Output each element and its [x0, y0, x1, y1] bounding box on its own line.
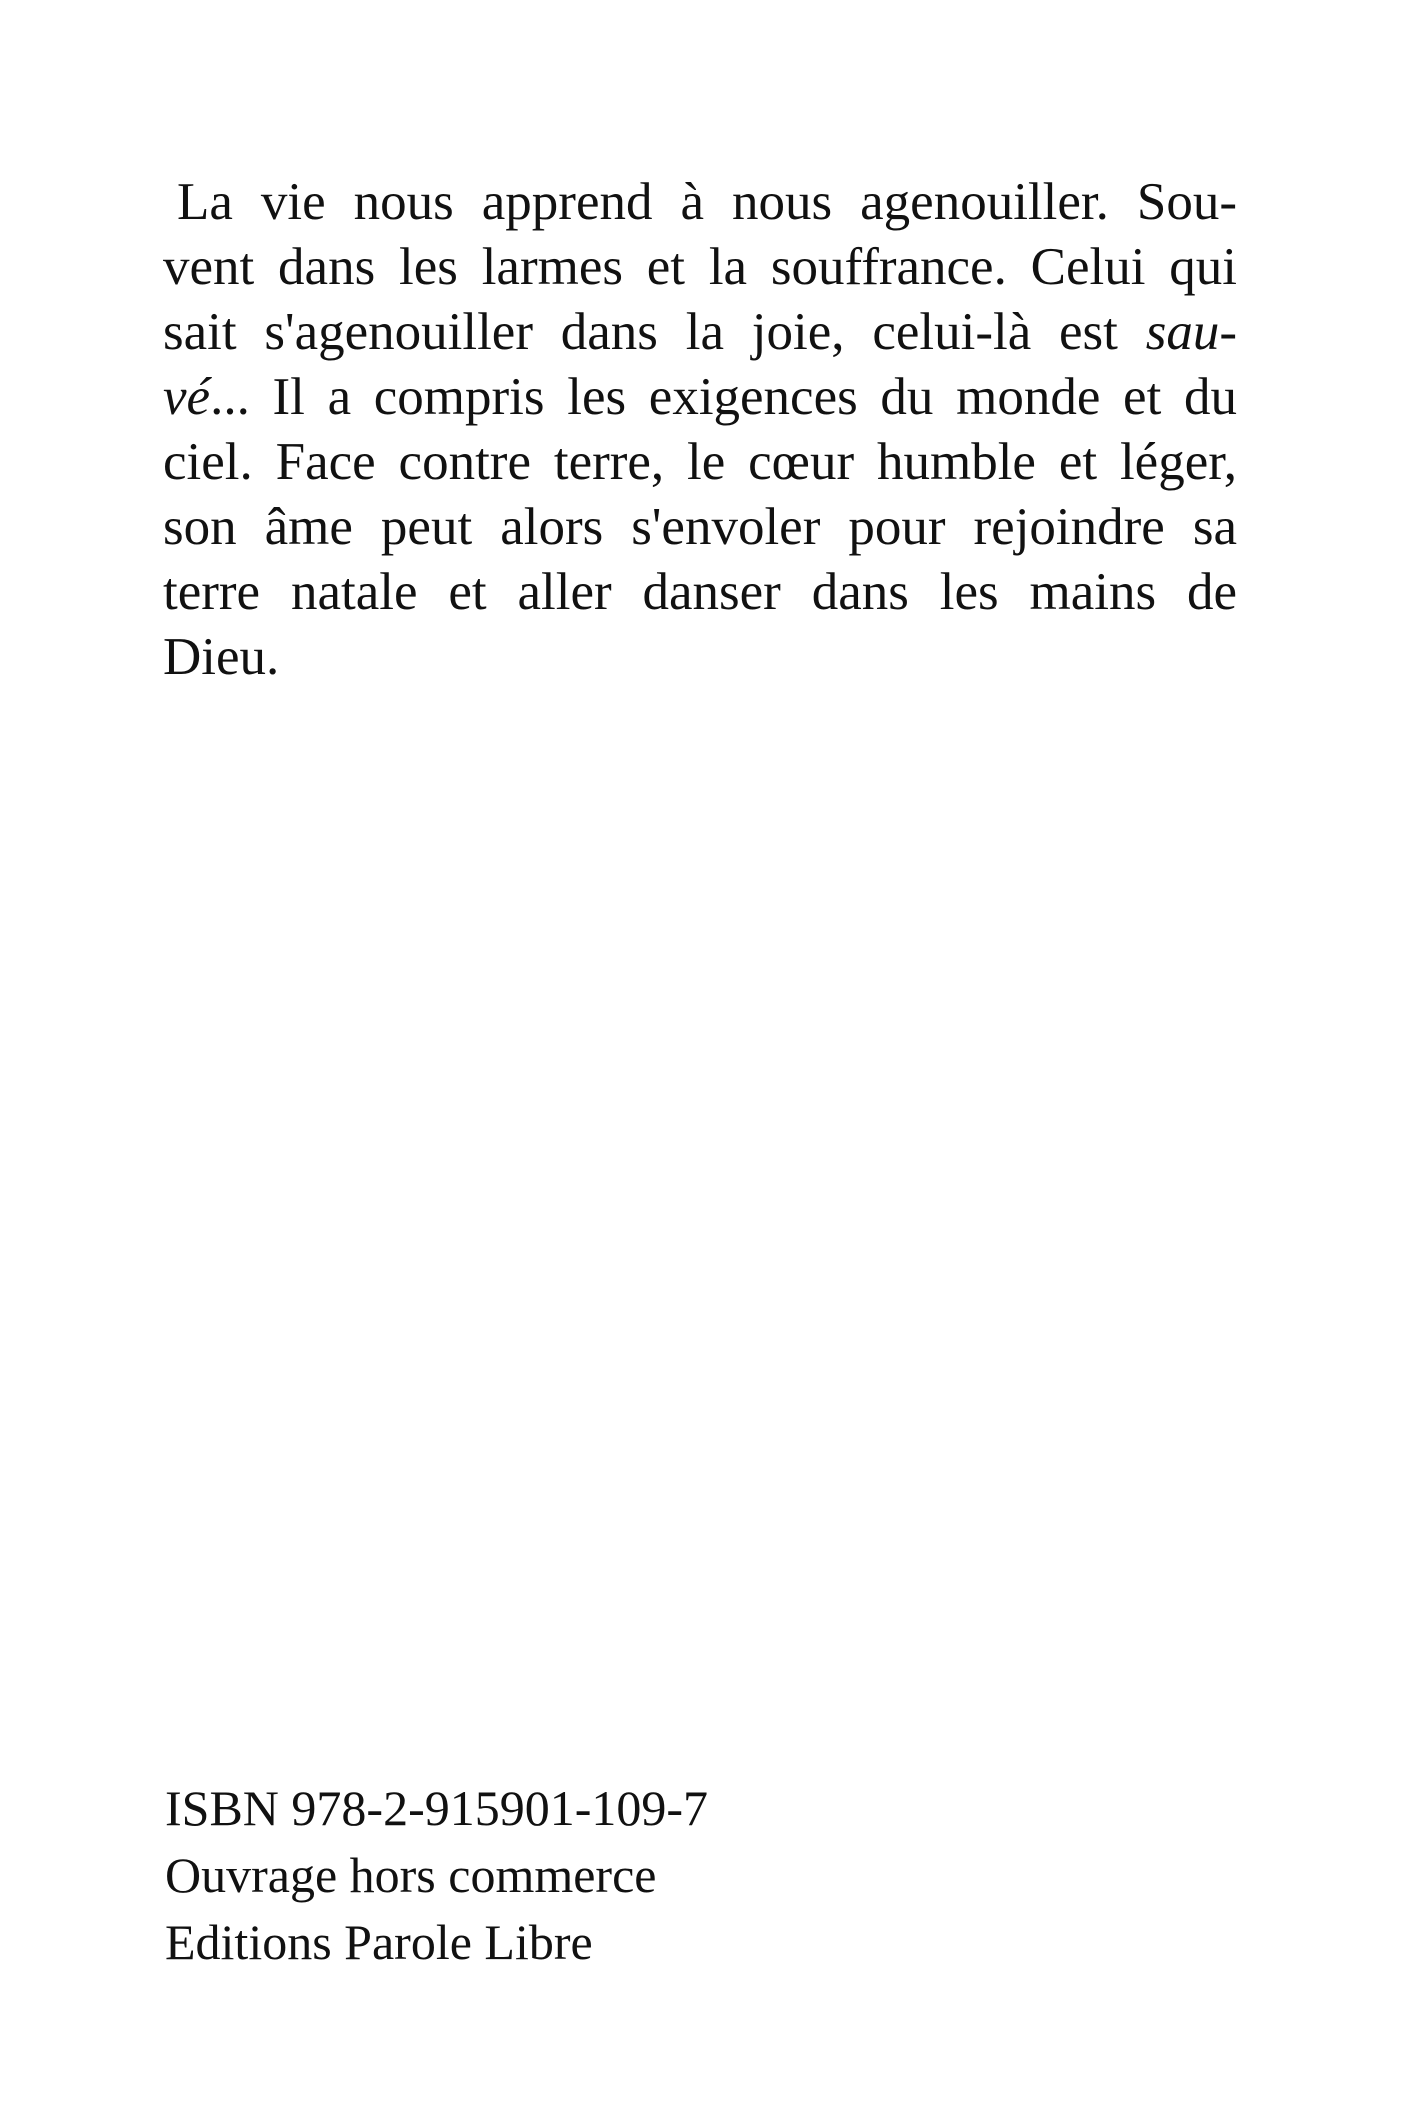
paragraph-line-3-text: sait s'agenouiller dans la joie, celui-là est [163, 303, 1146, 361]
colophon [165, 1775, 708, 1976]
body-paragraph [163, 170, 1237, 690]
paragraph-line-1: La vie nous apprend à nous agenouiller. Sou- [177, 173, 1237, 231]
paragraph-line-3 [163, 300, 1237, 365]
paragraph-line-4 [163, 365, 1237, 430]
paragraph-line-4-text: ... Il a compris les exigences du monde et du [210, 368, 1237, 426]
publisher-name: Editions Parole Libre [165, 1914, 593, 1970]
italic-word-ve: vé [163, 368, 211, 426]
italic-word-sau: sau- [1145, 303, 1237, 361]
paragraph-line-8: Dieu. [163, 628, 280, 686]
isbn-line: ISBN 978-2-915901-109-7 [165, 1780, 709, 1836]
paragraph-line-7: terre natale et aller danser dans les mains de [163, 563, 1237, 621]
paragraph-line-2: vent dans les larmes et la souffrance. Celui qui [163, 238, 1237, 296]
commerce-note: Ouvrage hors commerce [165, 1847, 657, 1903]
paragraph-line-6: son âme peut alors s'envoler pour rejoindre sa [163, 498, 1237, 556]
paragraph-line-5: ciel. Face contre terre, le cœur humble et léger, [163, 433, 1237, 491]
